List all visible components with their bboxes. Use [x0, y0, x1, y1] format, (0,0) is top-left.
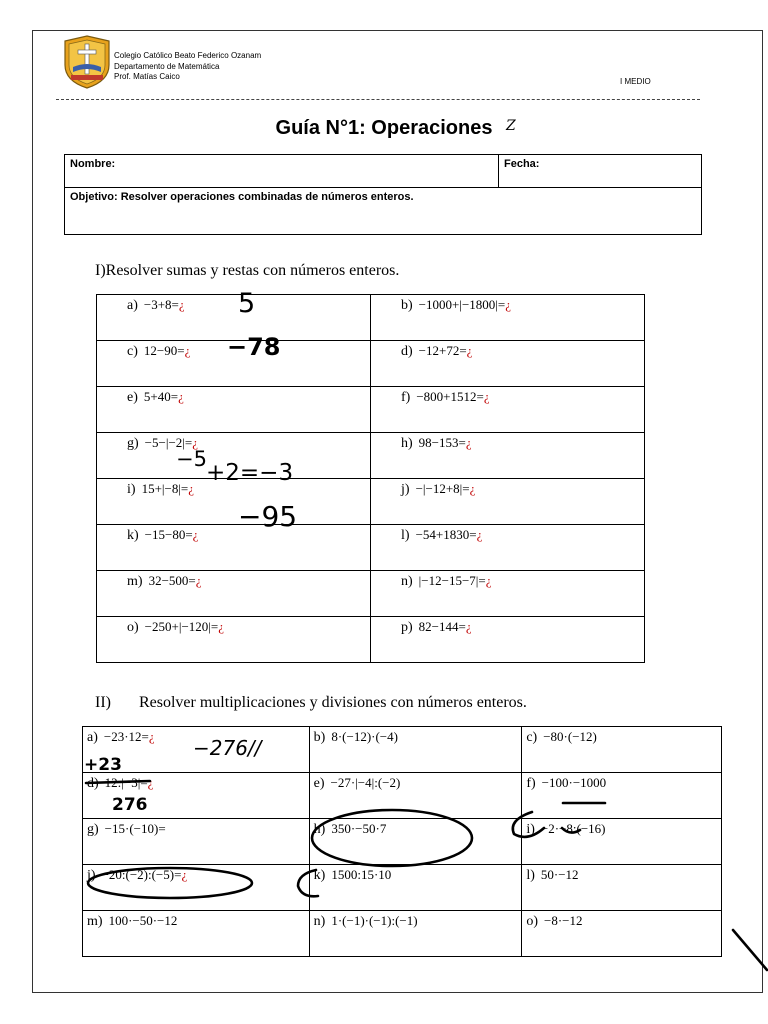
exercise-label: a)	[127, 298, 138, 313]
exercise-label: b)	[401, 298, 413, 313]
exercise-cell	[371, 341, 645, 387]
exercise-cell	[371, 433, 645, 479]
inverted-question-mark: ¿	[195, 573, 202, 588]
exercise-cell	[83, 773, 310, 819]
exercise-label: b)	[313, 730, 326, 745]
inverted-question-mark: ¿	[178, 297, 185, 312]
school-header	[114, 51, 261, 83]
exercise-label: a)	[87, 730, 98, 745]
exercise-expression: −15·(−10)=	[104, 821, 166, 836]
exercise-label: o)	[526, 914, 538, 929]
school-name: Colegio Católico Beato Federico Ozanam	[114, 51, 262, 60]
exercise-label: j)	[401, 482, 410, 497]
inverted-question-mark: ¿	[485, 573, 492, 588]
exercise-cell	[522, 727, 722, 773]
grade-level: I MEDIO	[620, 77, 651, 86]
title-text: Guía N°1: Operaciones	[275, 117, 493, 139]
exercise-expression: 50·−12	[540, 867, 579, 882]
exercise-label: c)	[526, 730, 538, 745]
exercise-cell	[97, 387, 371, 433]
exercise-expression: 82−144=	[418, 619, 466, 634]
exercise-label: l)	[401, 528, 410, 543]
exercise-cell	[83, 819, 310, 865]
exercise-cell	[97, 571, 371, 617]
exercise-cell	[97, 341, 371, 387]
exercise-cell	[371, 387, 645, 433]
exercise-label: h)	[401, 436, 413, 451]
exercise-expression: 32−500=	[148, 573, 196, 588]
table-row	[97, 571, 645, 617]
exercise-label: o)	[127, 620, 139, 635]
exercise-expression: −800+1512=	[416, 389, 484, 404]
exercise-expression: −250+|−120|=	[144, 619, 219, 634]
exercise-label: m)	[87, 914, 103, 929]
exercise-expression: −2·−8:(−16)	[540, 821, 606, 836]
exercise-expression: −80·(−12)	[543, 729, 597, 744]
exercise-expression: −|−12+8|=	[415, 481, 470, 496]
section-2-exercise-table	[82, 726, 722, 957]
exercise-expression: 15+|−8|=	[141, 481, 189, 496]
exercise-expression: 12:|−3|=	[104, 775, 148, 790]
exercise-label: d)	[87, 776, 99, 791]
exercise-label: m)	[127, 574, 143, 589]
exercise-cell	[309, 773, 522, 819]
exercise-cell	[97, 433, 371, 479]
inverted-question-mark: ¿	[505, 297, 511, 312]
inverted-question-mark: ¿	[466, 343, 473, 358]
exercise-expression: −100·−1000	[541, 775, 607, 790]
inverted-question-mark: ¿	[469, 481, 476, 496]
school-crest-logo	[63, 35, 111, 89]
inverted-question-mark: ¿	[465, 619, 472, 634]
table-row	[97, 341, 645, 387]
section-1-exercise-table	[96, 294, 645, 663]
exercise-label: e)	[313, 776, 325, 791]
table-row	[83, 727, 722, 773]
handwritten-carry-a2: +23	[84, 755, 122, 775]
exercise-label: k)	[127, 528, 139, 543]
exercise-expression: −3+8=	[143, 297, 179, 312]
exercise-expression: −54+1830=	[415, 527, 477, 542]
header-divider	[56, 99, 700, 100]
exercise-label: h)	[313, 822, 326, 837]
section-2-title: Resolver multiplicaciones y divisiones con números enteros.	[138, 694, 527, 711]
exercise-cell	[371, 617, 645, 663]
inverted-question-mark: ¿	[184, 343, 191, 358]
table-row	[83, 911, 722, 957]
inverted-question-mark: ¿	[188, 481, 195, 496]
inverted-question-mark: ¿	[178, 389, 184, 404]
section-2-heading	[95, 694, 527, 712]
exercise-cell	[522, 773, 722, 819]
exercise-label: g)	[127, 436, 139, 451]
exercise-expression: −8·−12	[544, 913, 583, 928]
exercise-expression: −15−80=	[144, 527, 193, 542]
handwritten-answer-d2: 276	[112, 795, 148, 815]
exercise-expression: |−12−15−7|=	[418, 573, 486, 588]
section-2-number: II)	[95, 694, 111, 711]
exercise-cell	[309, 819, 522, 865]
exercise-label: l)	[526, 868, 535, 883]
exercise-expression: −20:(−2):(−5)=	[101, 867, 182, 882]
date-field[interactable]: Fecha:	[499, 155, 702, 188]
exercise-label: k)	[313, 868, 326, 883]
section-1-heading: I)Resolver sumas y restas con números enteros.	[95, 262, 400, 279]
handwritten-answer-g1: +2=−3	[206, 460, 294, 486]
exercise-cell	[522, 819, 722, 865]
exercise-cell	[309, 865, 522, 911]
objective: Objetivo: Resolver operaciones combinadas de números enteros.	[65, 188, 702, 235]
exercise-label: n)	[401, 574, 413, 589]
exercise-label: p)	[401, 620, 413, 635]
exercise-cell	[83, 727, 310, 773]
exercise-label: d)	[401, 344, 413, 359]
inverted-question-mark: ¿	[181, 867, 188, 882]
table-row	[97, 387, 645, 433]
table-row	[83, 865, 722, 911]
exercise-cell	[83, 865, 310, 911]
exercise-expression: 5+40=	[143, 389, 179, 404]
handwritten-answer-k1: −95	[238, 500, 298, 533]
name-field[interactable]: Nombre:	[65, 155, 499, 188]
inverted-question-mark: ¿	[218, 619, 224, 634]
exercise-label: f)	[526, 776, 536, 791]
handwritten-answer-a1: 5	[238, 288, 256, 319]
exercise-label: i)	[127, 482, 136, 497]
handwritten-work-g1: −5	[176, 447, 207, 471]
exercise-label: n)	[313, 914, 326, 929]
exercise-cell	[97, 295, 371, 341]
inverted-question-mark: ¿	[148, 729, 155, 744]
exercise-cell	[83, 911, 310, 957]
table-row	[97, 433, 645, 479]
exercise-label: g)	[87, 822, 99, 837]
exercise-expression: 12−90=	[143, 343, 185, 358]
table-row	[97, 525, 645, 571]
exercise-label: e)	[127, 390, 138, 405]
title-handwritten-mark: Z	[506, 118, 516, 134]
inverted-question-mark: ¿	[465, 435, 472, 450]
exercise-expression: 350·−50·7	[331, 821, 387, 836]
exercise-cell	[371, 525, 645, 571]
exercise-expression: 8·(−12)·(−4)	[331, 729, 398, 744]
exercise-expression: 1·(−1)·(−1):(−1)	[331, 913, 418, 928]
table-row	[83, 773, 722, 819]
exercise-label: j)	[87, 868, 96, 883]
exercise-cell	[309, 727, 522, 773]
exercise-expression: −5−|−2|=	[144, 435, 193, 450]
exercise-cell	[371, 295, 645, 341]
inverted-question-mark: ¿	[147, 775, 154, 790]
exercise-cell	[522, 865, 722, 911]
handwritten-answer-c1: −78	[227, 333, 281, 361]
inverted-question-mark: ¿	[483, 389, 490, 404]
exercise-expression: 100·−50·−12	[108, 913, 178, 928]
teacher-name: Prof. Matías Caico	[114, 72, 180, 81]
exercise-cell	[371, 479, 645, 525]
exercise-expression: −1000+|−1800|=	[418, 297, 506, 312]
inverted-question-mark: ¿	[476, 527, 483, 542]
handwritten-answer-a2: −276//	[193, 736, 262, 760]
exercise-expression: −27·|−4|:(−2)	[330, 775, 401, 790]
table-row	[83, 819, 722, 865]
exercise-cell	[97, 525, 371, 571]
inverted-question-mark: ¿	[192, 527, 199, 542]
page-title	[0, 117, 768, 140]
exercise-cell	[309, 911, 522, 957]
table-row	[97, 617, 645, 663]
table-row	[97, 479, 645, 525]
department-name: Departamento de Matemática	[114, 61, 220, 71]
exercise-expression: 1500:15·10	[331, 867, 392, 882]
exercise-expression: −23·12=	[103, 729, 149, 744]
exercise-cell	[97, 479, 371, 525]
exercise-expression: −12+72=	[418, 343, 467, 358]
exercise-expression: 98−153=	[418, 435, 466, 450]
exercise-cell	[371, 571, 645, 617]
exercise-label: c)	[127, 344, 138, 359]
inverted-question-mark: ¿	[192, 435, 198, 450]
exercise-label: i)	[526, 822, 535, 837]
student-info-table	[64, 154, 702, 235]
exercise-label: f)	[401, 390, 411, 405]
table-row	[97, 295, 645, 341]
exercise-cell	[97, 617, 371, 663]
exercise-cell	[522, 911, 722, 957]
